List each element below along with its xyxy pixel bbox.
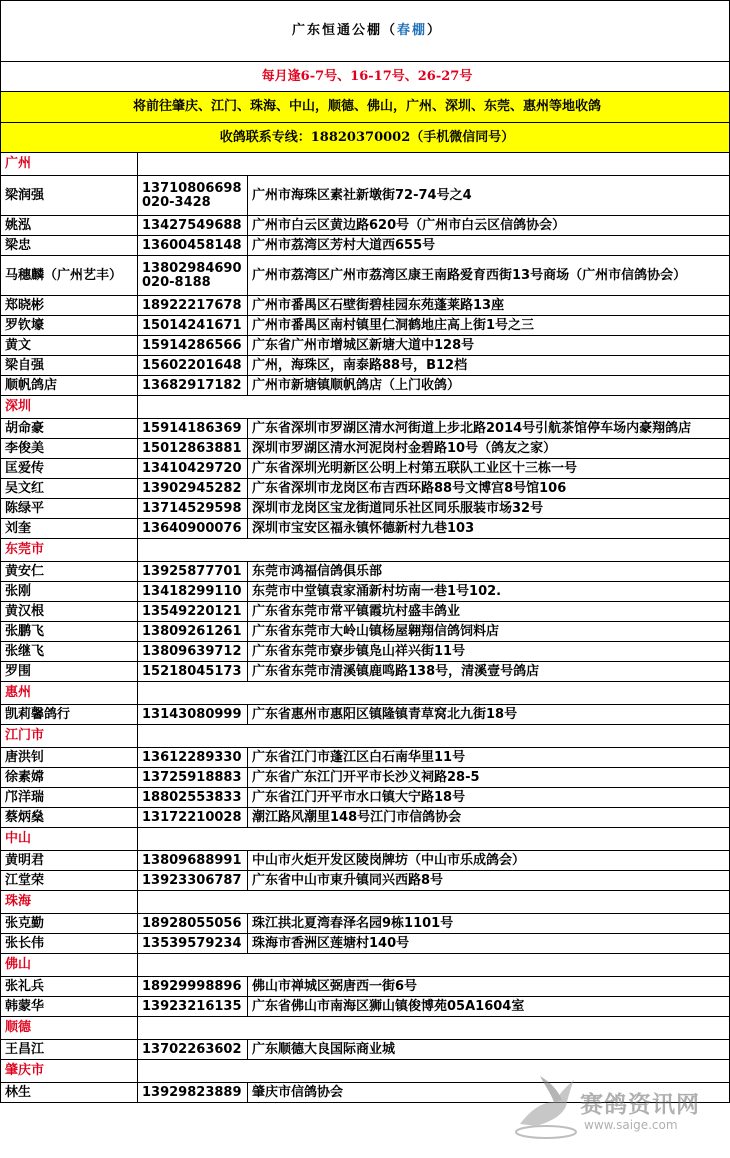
phone-cell: [138, 602, 248, 622]
address-cell: 广东省深圳市龙岗区布吉西环路88号文博宫8号馆106: [248, 479, 730, 499]
phone-cell: [138, 705, 248, 725]
contact-name: 林生: [1, 1083, 138, 1103]
table-row: [1, 419, 730, 439]
contact-name: 黄明君: [1, 851, 138, 871]
table-row: [1, 642, 730, 662]
section-title: 珠海: [1, 891, 138, 914]
phone-cell: [138, 459, 248, 479]
phone-cell: [138, 439, 248, 459]
phone-cell: [138, 914, 248, 934]
schedule-text: 每月逢6-7号、16-17号、26-27号: [1, 62, 730, 92]
address-cell: 深圳市罗湖区清水河泥岗村金碧路10号（鸽友之家）: [248, 439, 730, 459]
table-row: [1, 748, 730, 768]
contact-name: 罗钦壕: [1, 316, 138, 336]
address-cell: 广东省东莞市清溪镇鹿鸣路138号，清溪壹号鸽店: [248, 662, 730, 682]
sections-body: [1, 153, 730, 1103]
phone-cell: [138, 851, 248, 871]
section-header-blank: [138, 725, 730, 748]
watermark: [510, 1072, 720, 1144]
table-row: [1, 176, 730, 216]
contact-name: 王昌江: [1, 1040, 138, 1060]
phone-number: 13600458148: [142, 237, 242, 253]
phone-number: 13682917182: [142, 377, 242, 393]
contact-name: 匡爱传: [1, 459, 138, 479]
address-cell: 广东省惠州市惠阳区镇隆镇青草窝北九街18号: [248, 705, 730, 725]
table-row: [1, 236, 730, 256]
phone-cell: [138, 316, 248, 336]
contact-text: 收鸽联系专线：18820370002（手机微信同号）: [1, 123, 730, 153]
phone-cell: [138, 296, 248, 316]
table-row: [1, 977, 730, 997]
address-cell: 中山市火炬开发区陵岗牌坊（中山市乐成鸽会）: [248, 851, 730, 871]
phone-number: 13539579234: [142, 935, 242, 951]
title-end: ）: [427, 23, 443, 38]
section-title: 广州: [1, 153, 138, 176]
table-row: [1, 602, 730, 622]
address-cell: 广州市白云区黄边路620号（广州市白云区信鸽协会）: [248, 216, 730, 236]
destinations-row: [1, 92, 730, 123]
table-row: [1, 356, 730, 376]
contact-name: 陈绿平: [1, 499, 138, 519]
pigeon-logo-icon: [510, 1072, 582, 1144]
phone-cell: [138, 934, 248, 954]
contact-name: 张继飞: [1, 642, 138, 662]
address-cell: 广东省广东江门开平市长沙义祠路28-5: [248, 768, 730, 788]
phone-cell: [138, 236, 248, 256]
phone-number: 13809261261: [142, 623, 242, 639]
phone-cell: [138, 642, 248, 662]
table-row: [1, 622, 730, 642]
section-header-blank: [138, 891, 730, 914]
table-row: [1, 479, 730, 499]
contact-name: 黄文: [1, 336, 138, 356]
address-cell: 广州市番禺区南村镇里仁洞鹤地庄高上街1号之三: [248, 316, 730, 336]
address-cell: 广东省深圳市罗湖区清水河街道上步北路2014号引航茶馆停车场内豪翔鸽店: [248, 419, 730, 439]
phone-cell: [138, 216, 248, 236]
phone-number: 15014241671: [142, 317, 242, 333]
address-cell: 深圳市龙岗区宝龙街道同乐社区同乐服装市场32号: [248, 499, 730, 519]
phone-cell: [138, 479, 248, 499]
contact-row: [1, 123, 730, 153]
section-header: [1, 539, 730, 562]
phone-cell: [138, 562, 248, 582]
address-cell: 广东省江门开平市水口镇大宁路18号: [248, 788, 730, 808]
schedule-row: [1, 62, 730, 92]
contact-name: 姚泓: [1, 216, 138, 236]
section-header-blank: [138, 153, 730, 176]
phone-number: 15914286566: [142, 337, 242, 353]
section-header: [1, 396, 730, 419]
phone-cell: [138, 256, 248, 296]
phone-number: 15914186369: [142, 420, 242, 436]
section-header: [1, 682, 730, 705]
phone-number-secondary: 020-8188: [142, 274, 211, 290]
address-cell: 广东省中山市東升镇同兴西路8号: [248, 871, 730, 891]
address-cell: 潮江路风潮里148号江门市信鸽协会: [248, 808, 730, 828]
phone-number: 13809688991: [142, 852, 242, 868]
contact-name: 唐洪钊: [1, 748, 138, 768]
table-row: [1, 562, 730, 582]
title-row: [1, 1, 730, 62]
phone-number: 13710806698: [142, 180, 242, 196]
section-title: 深圳: [1, 396, 138, 419]
section-header: [1, 828, 730, 851]
phone-cell: [138, 748, 248, 768]
section-header-blank: [138, 682, 730, 705]
phone-cell: [138, 376, 248, 396]
table-row: [1, 1040, 730, 1060]
contact-name: 张长伟: [1, 934, 138, 954]
phone-cell: [138, 662, 248, 682]
title-accent: 春棚: [396, 23, 427, 38]
phone-number: 13427549688: [142, 217, 242, 233]
contact-name: 马穗麟（广州艺丰）: [1, 256, 138, 296]
address-cell: 珠海市香洲区莲塘村140号: [248, 934, 730, 954]
phone-cell: [138, 808, 248, 828]
address-cell: 广州市新塘镇顺帆鸽店（上门收鸽）: [248, 376, 730, 396]
address-cell: 东莞市鸿福信鸽俱乐部: [248, 562, 730, 582]
phone-number: 18928055056: [142, 915, 242, 931]
address-cell: 佛山市禅城区弼唐西一街6号: [248, 977, 730, 997]
contact-name: 邝洋瑞: [1, 788, 138, 808]
phone-number: 13640900076: [142, 520, 242, 536]
address-cell: 广州市荔湾区芳村大道西655号: [248, 236, 730, 256]
section-header: [1, 153, 730, 176]
destinations-text: 将前往肇庆、江门、珠海、中山，顺德、佛山，广州、深圳、东莞、惠州等地收鸽: [1, 92, 730, 123]
section-title: 惠州: [1, 682, 138, 705]
phone-number-secondary: 020-3428: [142, 194, 211, 210]
phone-number: 18929998896: [142, 978, 242, 994]
phone-cell: [138, 1083, 248, 1103]
table-row: [1, 871, 730, 891]
phone-cell: [138, 977, 248, 997]
phone-cell: [138, 622, 248, 642]
table-row: [1, 997, 730, 1017]
phone-number: 13714529598: [142, 500, 242, 516]
contact-name: 李俊美: [1, 439, 138, 459]
section-title: 肇庆市: [1, 1060, 138, 1083]
table-row: [1, 519, 730, 539]
table-row: [1, 914, 730, 934]
contact-name: 罗围: [1, 662, 138, 682]
phone-number: 13929823889: [142, 1084, 242, 1100]
table-row: [1, 851, 730, 871]
section-title: 佛山: [1, 954, 138, 977]
phone-number: 13925877701: [142, 563, 242, 579]
table-row: [1, 705, 730, 725]
contact-name: 郑晓彬: [1, 296, 138, 316]
table-row: [1, 499, 730, 519]
address-cell: 广东省佛山市南海区狮山镇俊博苑05A1604室: [248, 997, 730, 1017]
page-title: [1, 1, 730, 62]
title-main: 广东恒通公棚（: [291, 23, 397, 38]
section-title: 中山: [1, 828, 138, 851]
phone-cell: [138, 419, 248, 439]
address-cell: 珠江拱北夏湾春泽名园9栋1101号: [248, 914, 730, 934]
contact-name: 梁润强: [1, 176, 138, 216]
address-cell: 广州市番禺区石壁街碧桂园东苑蓬莱路13座: [248, 296, 730, 316]
phone-cell: [138, 336, 248, 356]
address-cell: 广东省广州市增城区新塘大道中128号: [248, 336, 730, 356]
phone-number: 13923216135: [142, 998, 242, 1014]
address-cell: 广州市荔湾区广州市荔湾区康王南路爱育西街13号商场（广州市信鸽协会）: [248, 256, 730, 296]
table-row: [1, 582, 730, 602]
section-header-blank: [138, 396, 730, 419]
contact-name: 蔡炳燊: [1, 808, 138, 828]
table-row: [1, 768, 730, 788]
section-header: [1, 725, 730, 748]
phone-cell: [138, 176, 248, 216]
table-row: [1, 439, 730, 459]
contact-name: 黄安仁: [1, 562, 138, 582]
phone-cell: [138, 499, 248, 519]
phone-cell: [138, 871, 248, 891]
watermark-text: 赛鸽资讯网: [580, 1092, 700, 1118]
table-row: [1, 808, 730, 828]
contact-name: 徐素嫦: [1, 768, 138, 788]
contact-name: 梁自强: [1, 356, 138, 376]
section-header-blank: [138, 1017, 730, 1040]
address-cell: 广东省江门市蓬江区白石南华里11号: [248, 748, 730, 768]
address-cell: 深圳市宝安区福永镇怀德新村九巷103: [248, 519, 730, 539]
phone-number: 13612289330: [142, 749, 242, 765]
table-row: [1, 336, 730, 356]
phone-number: 13418299110: [142, 583, 242, 599]
phone-number: 13725918883: [142, 769, 242, 785]
phone-cell: [138, 519, 248, 539]
section-header: [1, 954, 730, 977]
contact-name: 张克勤: [1, 914, 138, 934]
address-cell: 肇庆市信鸽协会: [248, 1083, 730, 1103]
address-cell: 广东省深圳光明新区公明上村第五联队工业区十三栋一号: [248, 459, 730, 479]
phone-number: 18802553833: [142, 789, 242, 805]
contact-name: 江堂荣: [1, 871, 138, 891]
contact-name: 韩蒙华: [1, 997, 138, 1017]
contact-name: 梁忠: [1, 236, 138, 256]
phone-cell: [138, 997, 248, 1017]
phone-number: 15218045173: [142, 663, 242, 679]
phone-number: 13549220121: [142, 603, 242, 619]
phone-number: 13410429720: [142, 460, 242, 476]
contact-name: 顺帆鸽店: [1, 376, 138, 396]
phone-number: 13143080999: [142, 706, 242, 722]
address-cell: 广东省东莞市寮步镇凫山祥兴街11号: [248, 642, 730, 662]
section-header-blank: [138, 828, 730, 851]
contact-name: 张礼兵: [1, 977, 138, 997]
contact-name: 吴文红: [1, 479, 138, 499]
address-cell: 广东省东莞市大岭山镇杨屋翱翔信鸽饲料店: [248, 622, 730, 642]
phone-number: 13923306787: [142, 872, 242, 888]
section-title: 东莞市: [1, 539, 138, 562]
phone-number: 13172210028: [142, 809, 242, 825]
table-row: [1, 376, 730, 396]
contact-name: 刘奎: [1, 519, 138, 539]
section-header-blank: [138, 954, 730, 977]
section-header: [1, 1017, 730, 1040]
section-title: 江门市: [1, 725, 138, 748]
table-row: [1, 459, 730, 479]
phone-cell: [138, 768, 248, 788]
phone-number: 18922217678: [142, 297, 242, 313]
section-header: [1, 891, 730, 914]
table-row: [1, 316, 730, 336]
section-title: 顺德: [1, 1017, 138, 1040]
table-row: [1, 216, 730, 236]
address-cell: 广州市海珠区素社新墩街72-74号之4: [248, 176, 730, 216]
address-cell: 广东省东莞市常平镇霞坑村盛丰鸽业: [248, 602, 730, 622]
phone-cell: [138, 788, 248, 808]
table-row: [1, 662, 730, 682]
contact-name: 凯莉馨鸽行: [1, 705, 138, 725]
address-cell: 广东顺德大良国际商业城: [248, 1040, 730, 1060]
section-header-blank: [138, 539, 730, 562]
address-cell: 广州，海珠区，南泰路88号，B12档: [248, 356, 730, 376]
contact-name: 张刚: [1, 582, 138, 602]
phone-cell: [138, 582, 248, 602]
table-row: [1, 296, 730, 316]
phone-number: 15012863881: [142, 440, 242, 456]
phone-number: 13809639712: [142, 643, 242, 659]
address-cell: 东莞市中堂镇袁家涌新村坊南一巷1号102.: [248, 582, 730, 602]
phone-number: 13802984690: [142, 260, 242, 276]
phone-number: 13702263602: [142, 1041, 242, 1057]
contact-name: 黄汉根: [1, 602, 138, 622]
phone-number: 15602201648: [142, 357, 242, 373]
table-row: [1, 256, 730, 296]
phone-cell: [138, 1040, 248, 1060]
contact-name: 张鹏飞: [1, 622, 138, 642]
phone-cell: [138, 356, 248, 376]
contact-name: 胡命豪: [1, 419, 138, 439]
watermark-url: www.saige.com: [584, 1118, 678, 1132]
phone-number: 13902945282: [142, 480, 242, 496]
table-row: [1, 934, 730, 954]
table-row: [1, 788, 730, 808]
